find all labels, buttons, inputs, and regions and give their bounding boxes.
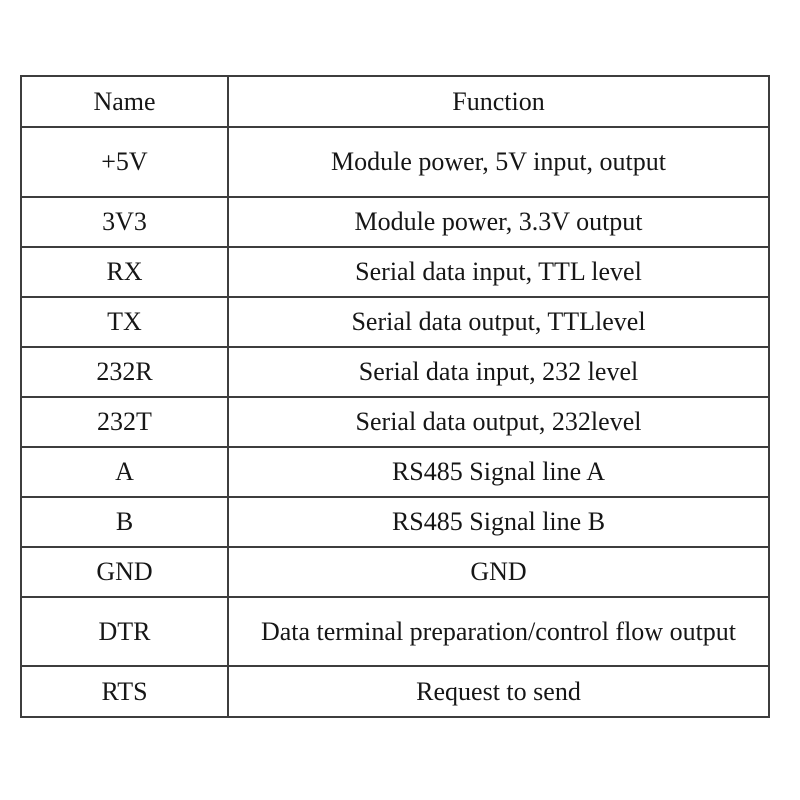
pin-name-cell: RX	[21, 247, 228, 297]
pin-function-cell: Serial data input, 232 level	[228, 347, 769, 397]
pin-name-cell: 3V3	[21, 197, 228, 247]
pin-function-cell: RS485 Signal line A	[228, 447, 769, 497]
column-header-function: Function	[228, 76, 769, 127]
table-row	[21, 666, 769, 717]
pin-function-table	[20, 75, 770, 718]
pin-function-cell: Serial data output, 232level	[228, 397, 769, 447]
pin-function-cell: Data terminal preparation/control flow output	[228, 597, 769, 666]
pin-name-cell: RTS	[21, 666, 228, 717]
pin-name-cell: DTR	[21, 597, 228, 666]
table-row	[21, 547, 769, 597]
pin-function-cell: RS485 Signal line B	[228, 497, 769, 547]
table-row	[21, 497, 769, 547]
pin-name-cell: A	[21, 447, 228, 497]
pin-name-cell: TX	[21, 297, 228, 347]
table-row	[21, 397, 769, 447]
pin-function-cell: Module power, 5V input, output	[228, 127, 769, 197]
table-row	[21, 197, 769, 247]
column-header-name: Name	[21, 76, 228, 127]
pin-function-cell: GND	[228, 547, 769, 597]
pin-function-cell: Request to send	[228, 666, 769, 717]
pin-function-cell: Module power, 3.3V output	[228, 197, 769, 247]
table-row	[21, 347, 769, 397]
pin-name-cell: GND	[21, 547, 228, 597]
table-row	[21, 127, 769, 197]
pin-name-cell: B	[21, 497, 228, 547]
table-row	[21, 297, 769, 347]
pin-name-cell: 232R	[21, 347, 228, 397]
pin-function-cell: Serial data input, TTL level	[228, 247, 769, 297]
pin-function-cell: Serial data output, TTLlevel	[228, 297, 769, 347]
table-row	[21, 447, 769, 497]
pin-name-cell: +5V	[21, 127, 228, 197]
table-row	[21, 247, 769, 297]
table-header-row	[21, 76, 769, 127]
pin-name-cell: 232T	[21, 397, 228, 447]
table-row	[21, 597, 769, 666]
